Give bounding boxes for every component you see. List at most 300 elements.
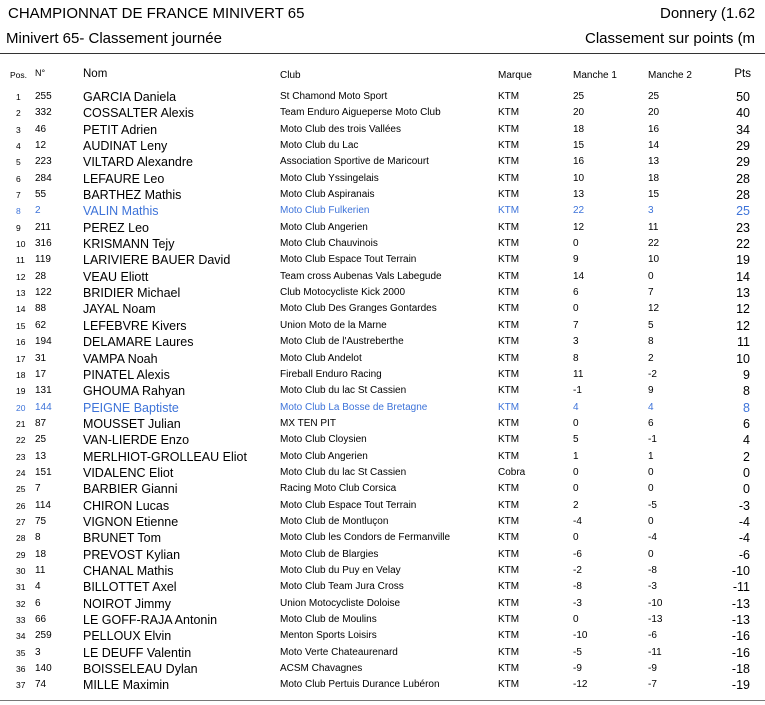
- cell-total-points: 8: [743, 400, 750, 415]
- cell-rider-name: LE GOFF-RAJA Antonin: [83, 613, 218, 627]
- table-row: [0, 301, 765, 317]
- cell-race2-points: 20: [648, 107, 660, 119]
- cell-race2-points: -2: [648, 368, 657, 380]
- cell-position: 36: [16, 664, 26, 675]
- cell-total-points: 13: [736, 286, 750, 301]
- cell-rider-name: VAMPA Noah: [83, 351, 158, 366]
- table-row: [0, 351, 765, 367]
- cell-rider-number: 12: [35, 140, 47, 152]
- cell-total-points: 9: [743, 367, 750, 382]
- cell-position: 10: [16, 239, 26, 250]
- cell-rider-name: PELLOUX Elvin: [83, 629, 172, 644]
- table-row: [0, 318, 765, 334]
- cell-total-points: 25: [736, 204, 750, 219]
- cell-position: 13: [16, 288, 26, 299]
- table-row: [0, 269, 765, 285]
- cell-total-points: -11: [732, 580, 750, 595]
- cell-make: KTM: [498, 614, 520, 625]
- cell-race1-points: 6: [573, 287, 579, 299]
- cell-rider-name: JAYAL Noam: [83, 302, 156, 317]
- cell-make: KTM: [498, 515, 520, 527]
- cell-total-points: -19: [731, 678, 750, 693]
- cell-rider-number: 88: [35, 303, 47, 315]
- cell-position: 23: [16, 451, 26, 462]
- cell-rider-name: CHIRON Lucas: [83, 498, 170, 513]
- column-header-race1: Manche 1: [573, 70, 617, 81]
- cell-club: Moto Club Aspiranais: [280, 189, 375, 201]
- cell-position: 29: [16, 549, 26, 560]
- cell-race1-points: 0: [573, 238, 579, 250]
- cell-race2-points: -7: [648, 679, 657, 691]
- cell-total-points: 0: [743, 465, 750, 480]
- cell-rider-number: 3: [35, 646, 41, 658]
- cell-club: Fireball Enduro Racing: [280, 368, 382, 380]
- cell-race1-points: 12: [573, 221, 585, 233]
- cell-position: 11: [16, 255, 25, 266]
- cell-club: MX TEN PIT: [280, 417, 336, 429]
- cell-rider-number: 151: [35, 466, 52, 478]
- table-row: [0, 596, 765, 612]
- cell-rider-number: 140: [35, 663, 52, 675]
- cell-race1-points: 20: [573, 107, 585, 119]
- table-row: [0, 465, 765, 481]
- cell-make: KTM: [498, 303, 520, 315]
- table-row: [0, 236, 765, 252]
- cell-club: Racing Moto Club Corsica: [280, 483, 397, 495]
- cell-total-points: -18: [731, 662, 750, 677]
- cell-race2-points: 2: [648, 352, 654, 364]
- cell-make: KTM: [498, 450, 520, 462]
- column-header-name: Nom: [83, 68, 108, 80]
- table-header: [0, 66, 765, 84]
- cell-position: 5: [16, 157, 21, 168]
- cell-race2-points: -9: [648, 663, 657, 675]
- cell-race2-points: 8: [648, 336, 654, 348]
- cell-total-points: 4: [743, 433, 750, 448]
- cell-total-points: -10: [731, 563, 750, 578]
- ranking-type-label: Classement sur points (m: [585, 30, 756, 47]
- cell-rider-name: PINATEL Alexis: [83, 367, 170, 382]
- cell-race1-points: 10: [573, 172, 585, 184]
- cell-race2-points: -3: [648, 581, 657, 593]
- cell-club: Moto Club Des Granges Gontardes: [280, 303, 437, 315]
- cell-total-points: -4: [738, 514, 750, 529]
- cell-race2-points: 5: [648, 319, 654, 331]
- cell-rider-number: 119: [35, 254, 51, 266]
- cell-club: Moto Club Fulkerien: [280, 205, 370, 217]
- cell-make: KTM: [498, 107, 520, 119]
- cell-position: 30: [16, 565, 26, 576]
- cell-rider-name: VIDALENC Eliot: [83, 465, 174, 480]
- column-header-number: N°: [35, 68, 46, 78]
- cell-race2-points: 14: [648, 140, 660, 152]
- cell-race1-points: 13: [573, 189, 585, 201]
- cell-total-points: 12: [736, 302, 750, 317]
- cell-rider-number: 284: [35, 172, 52, 184]
- cell-race1-points: 3: [573, 336, 579, 348]
- cell-position: 3: [16, 124, 21, 135]
- footer-divider: [0, 700, 765, 701]
- cell-make: KTM: [498, 91, 520, 102]
- cell-rider-name: AUDINAT Leny: [83, 139, 168, 154]
- cell-club: Moto Verte Chateaurenard: [280, 646, 398, 658]
- page-title: CHAMPIONNAT DE FRANCE MINIVERT 65: [8, 5, 305, 22]
- cell-club: Moto Club de Montluçon: [280, 515, 389, 527]
- cell-rider-name: BRUNET Tom: [83, 531, 162, 546]
- cell-make: KTM: [498, 287, 520, 299]
- table-row: [0, 203, 765, 219]
- cell-make: KTM: [498, 581, 520, 593]
- cell-position: 6: [16, 173, 21, 184]
- cell-club: Moto Club du lac St Cassien: [280, 466, 407, 478]
- cell-rider-number: 144: [35, 401, 52, 413]
- cell-make: KTM: [498, 417, 520, 429]
- cell-make: KTM: [498, 630, 520, 642]
- cell-race2-points: -8: [648, 564, 657, 576]
- cell-make: KTM: [498, 270, 520, 282]
- cell-race2-points: 0: [648, 466, 654, 478]
- table-row: [0, 252, 765, 268]
- cell-rider-name: BARBIER Gianni: [83, 482, 178, 497]
- cell-position: 16: [16, 337, 26, 348]
- cell-club: Moto Club du Lac: [280, 140, 359, 152]
- cell-rider-number: 55: [35, 189, 47, 201]
- cell-race1-points: -4: [573, 515, 582, 527]
- cell-total-points: 12: [736, 318, 750, 333]
- cell-race1-points: 15: [573, 140, 585, 152]
- cell-race1-points: 0: [573, 614, 579, 625]
- cell-rider-number: 131: [35, 385, 52, 397]
- cell-race2-points: 3: [648, 205, 654, 217]
- cell-race1-points: 2: [573, 499, 579, 511]
- cell-position: 19: [16, 386, 26, 397]
- cell-race2-points: 0: [648, 515, 654, 527]
- table-row: [0, 89, 765, 105]
- cell-rider-number: 66: [35, 614, 47, 625]
- cell-club: Moto Club de Blargies: [280, 548, 379, 560]
- cell-race2-points: 16: [648, 123, 660, 135]
- cell-make: KTM: [498, 679, 520, 691]
- cell-race2-points: 12: [648, 303, 660, 315]
- cell-race2-points: -1: [648, 434, 657, 446]
- cell-race2-points: 0: [648, 483, 654, 495]
- cell-rider-name: PETIT Adrien: [83, 122, 158, 137]
- cell-make: KTM: [498, 499, 520, 511]
- cell-position: 4: [16, 141, 21, 152]
- cell-make: KTM: [498, 483, 520, 495]
- cell-race1-points: 0: [573, 417, 579, 429]
- cell-position: 25: [16, 484, 26, 495]
- cell-rider-number: 259: [35, 630, 52, 642]
- cell-make: KTM: [498, 172, 520, 184]
- table-row: [0, 367, 765, 383]
- cell-make: KTM: [498, 352, 520, 364]
- cell-race1-points: 8: [573, 352, 579, 364]
- cell-club: Moto Club Chauvinois: [280, 238, 378, 250]
- cell-total-points: -6: [738, 547, 750, 562]
- cell-race2-points: 0: [648, 548, 654, 560]
- cell-rider-name: GARCIA Daniela: [83, 90, 177, 104]
- cell-race1-points: 16: [573, 156, 585, 168]
- cell-make: KTM: [498, 401, 520, 413]
- cell-race2-points: 10: [648, 254, 660, 266]
- cell-race2-points: 11: [648, 221, 659, 233]
- table-row: [0, 154, 765, 170]
- cell-position: 33: [16, 615, 26, 625]
- table-row: [0, 171, 765, 187]
- cell-make: KTM: [498, 548, 520, 560]
- cell-total-points: -16: [731, 629, 750, 644]
- cell-race1-points: 25: [573, 91, 585, 102]
- cell-club: Moto Club La Bosse de Bretagne: [280, 401, 428, 413]
- cell-rider-name: BRIDIER Michael: [83, 286, 181, 301]
- table-row: [0, 547, 765, 563]
- cell-rider-number: 4: [35, 581, 41, 593]
- cell-rider-number: 31: [35, 352, 47, 364]
- cell-race1-points: 11: [573, 368, 584, 380]
- cell-race1-points: 18: [573, 123, 585, 135]
- cell-position: 12: [16, 271, 26, 282]
- cell-race1-points: -2: [573, 564, 582, 576]
- cell-rider-number: 13: [35, 450, 47, 462]
- cell-position: 20: [16, 402, 26, 413]
- cell-rider-name: PEIGNE Baptiste: [83, 400, 179, 415]
- cell-rider-number: 17: [35, 368, 47, 380]
- cell-rider-number: 332: [35, 107, 52, 119]
- table-row: [0, 498, 765, 514]
- cell-club: St Chamond Moto Sport: [280, 91, 388, 102]
- cell-position: 28: [16, 533, 26, 544]
- table-row: [0, 432, 765, 448]
- cell-make: KTM: [498, 319, 520, 331]
- cell-race1-points: 7: [573, 319, 579, 331]
- cell-total-points: 28: [736, 188, 750, 203]
- cell-make: KTM: [498, 434, 520, 446]
- cell-race2-points: 1: [648, 450, 654, 462]
- table-row: [0, 530, 765, 546]
- cell-make: KTM: [498, 205, 520, 217]
- cell-total-points: 6: [743, 416, 750, 431]
- cell-club: Moto Club Team Jura Cross: [280, 581, 404, 593]
- cell-race1-points: -5: [573, 646, 582, 658]
- cell-rider-name: LEFAURE Leo: [83, 171, 165, 186]
- cell-make: KTM: [498, 663, 520, 675]
- column-header-club: Club: [280, 70, 301, 81]
- cell-total-points: 34: [736, 122, 750, 137]
- cell-race2-points: -10: [648, 597, 663, 609]
- cell-rider-number: 223: [35, 156, 52, 168]
- cell-total-points: 28: [736, 171, 750, 186]
- cell-rider-name: VIGNON Etienne: [83, 514, 179, 529]
- cell-rider-name: LE DEUFF Valentin: [83, 645, 192, 660]
- cell-position: 27: [16, 516, 26, 527]
- cell-rider-name: BILLOTTET Axel: [83, 580, 177, 595]
- cell-rider-number: 11: [35, 564, 46, 576]
- cell-club: Moto Club Espace Tout Terrain: [280, 254, 417, 266]
- cell-rider-number: 194: [35, 336, 52, 348]
- column-header-points: Pts: [734, 68, 751, 80]
- column-header-make: Marque: [498, 70, 532, 81]
- cell-rider-name: CHANAL Mathis: [83, 563, 174, 578]
- cell-club: Moto Club du Puy en Velay: [280, 564, 401, 576]
- cell-make: KTM: [498, 564, 520, 576]
- cell-rider-name: LARIVIERE BAUER David: [83, 253, 231, 268]
- cell-make: KTM: [498, 646, 520, 658]
- event-location: Donnery (1.62: [660, 5, 756, 22]
- cell-make: KTM: [498, 368, 520, 380]
- cell-club: Union Motocycliste Doloise: [280, 597, 401, 609]
- cell-club: Association Sportive de Maricourt: [280, 156, 429, 168]
- cell-position: 31: [16, 582, 26, 593]
- cell-club: Moto Club Yssingelais: [280, 172, 379, 184]
- table-row: [0, 334, 765, 350]
- cell-position: 15: [16, 320, 26, 331]
- header-divider: [0, 53, 765, 54]
- cell-total-points: 0: [743, 482, 750, 497]
- cell-position: 22: [16, 435, 26, 446]
- cell-race2-points: 13: [648, 156, 660, 168]
- cell-make: KTM: [498, 597, 520, 609]
- cell-total-points: -13: [731, 596, 750, 611]
- cell-rider-name: GHOUMA Rahyan: [83, 384, 186, 399]
- cell-rider-number: 316: [35, 238, 52, 250]
- cell-position: 21: [16, 418, 26, 429]
- cell-position: 7: [16, 190, 21, 201]
- cell-race1-points: -8: [573, 581, 582, 593]
- cell-race2-points: 18: [648, 172, 660, 184]
- cell-total-points: 11: [737, 335, 750, 350]
- cell-race1-points: -1: [573, 385, 582, 397]
- cell-make: KTM: [498, 221, 520, 233]
- cell-rider-number: 74: [35, 679, 47, 691]
- cell-race2-points: -4: [648, 532, 657, 544]
- table-row: [0, 481, 765, 497]
- cell-rider-number: 18: [35, 548, 47, 560]
- cell-club: Moto Club de l'Austreberthe: [280, 336, 404, 348]
- cell-race1-points: 0: [573, 483, 579, 495]
- cell-total-points: -13: [731, 613, 750, 627]
- cell-rider-number: 114: [35, 499, 51, 511]
- cell-race2-points: 6: [648, 417, 654, 429]
- cell-race1-points: -10: [573, 630, 588, 642]
- cell-rider-number: 25: [35, 434, 47, 446]
- cell-race2-points: -5: [648, 499, 657, 511]
- cell-total-points: 29: [736, 155, 750, 170]
- cell-total-points: 23: [736, 220, 750, 235]
- cell-rider-number: 87: [35, 417, 47, 429]
- cell-position: 37: [16, 680, 26, 691]
- cell-race2-points: -13: [648, 614, 663, 625]
- cell-rider-name: MILLE Maximin: [83, 678, 170, 693]
- cell-rider-number: 122: [35, 287, 52, 299]
- cell-rider-name: VILTARD Alexandre: [83, 155, 194, 170]
- cell-race2-points: 9: [648, 385, 654, 397]
- cell-race1-points: -3: [573, 597, 582, 609]
- cell-total-points: 40: [736, 106, 750, 121]
- cell-club: Moto Club de Moulins: [280, 614, 377, 625]
- cell-position: 32: [16, 598, 26, 609]
- cell-position: 14: [16, 304, 26, 315]
- cell-race1-points: -12: [573, 679, 588, 691]
- cell-position: 18: [16, 369, 26, 380]
- cell-rider-name: MOUSSET Julian: [83, 416, 181, 431]
- cell-make: KTM: [498, 156, 520, 168]
- cell-club: Moto Club Angerien: [280, 221, 368, 233]
- cell-total-points: -4: [738, 531, 750, 546]
- cell-club: Moto Club les Condors de Fermanville: [280, 532, 451, 544]
- cell-total-points: 14: [736, 269, 750, 284]
- cell-make: KTM: [498, 140, 520, 152]
- cell-club: Moto Club Andelot: [280, 352, 362, 364]
- cell-total-points: 19: [736, 253, 750, 268]
- cell-race2-points: 7: [648, 287, 654, 299]
- cell-race1-points: 0: [573, 303, 579, 315]
- cell-rider-name: VALIN Mathis: [83, 204, 159, 219]
- cell-make: Cobra: [498, 466, 526, 478]
- cell-position: 17: [16, 353, 26, 364]
- cell-race1-points: 9: [573, 254, 579, 266]
- table-row: [0, 628, 765, 644]
- cell-club: Moto Club Espace Tout Terrain: [280, 499, 417, 511]
- cell-club: Moto Club Pertuis Durance Lubéron: [280, 679, 440, 691]
- table-row: [0, 138, 765, 154]
- cell-club: Team Enduro Aigueperse Moto Club: [280, 107, 441, 119]
- cell-total-points: 50: [736, 90, 750, 104]
- cell-make: KTM: [498, 254, 520, 266]
- cell-race1-points: 5: [573, 434, 579, 446]
- cell-club: Union Moto de la Marne: [280, 319, 387, 331]
- cell-race1-points: 4: [573, 401, 579, 413]
- table-row: [0, 579, 765, 595]
- cell-position: 24: [16, 467, 26, 478]
- cell-club: Moto Club Cloysien: [280, 434, 367, 446]
- cell-make: KTM: [498, 189, 520, 201]
- cell-race2-points: 0: [648, 270, 654, 282]
- cell-race1-points: -9: [573, 663, 582, 675]
- cell-rider-name: LEFEBVRE Kivers: [83, 318, 187, 333]
- cell-club: Team cross Aubenas Vals Labegude: [280, 270, 442, 282]
- cell-race2-points: 4: [648, 401, 654, 413]
- cell-club: Moto Club Angerien: [280, 450, 368, 462]
- cell-rider-name: PEREZ Leo: [83, 220, 150, 235]
- cell-race1-points: -6: [573, 548, 582, 560]
- results-table: [0, 89, 765, 694]
- cell-club: ACSM Chavagnes: [280, 663, 363, 675]
- cell-total-points: -3: [738, 498, 750, 513]
- cell-total-points: 8: [743, 384, 750, 399]
- cell-total-points: 22: [736, 237, 750, 252]
- table-row: [0, 416, 765, 432]
- cell-position: 34: [16, 631, 26, 642]
- table-row: [0, 612, 765, 628]
- cell-rider-number: 211: [35, 221, 51, 233]
- cell-total-points: -16: [731, 645, 750, 660]
- cell-race2-points: 22: [648, 238, 660, 250]
- cell-race1-points: 22: [573, 205, 585, 217]
- cell-total-points: 29: [736, 139, 750, 154]
- cell-rider-number: 6: [35, 597, 41, 609]
- table-row: [0, 122, 765, 138]
- cell-position: 26: [16, 500, 26, 511]
- cell-rider-number: 46: [35, 123, 47, 135]
- table-row: [0, 285, 765, 301]
- cell-make: KTM: [498, 336, 520, 348]
- cell-race1-points: 0: [573, 532, 579, 544]
- table-row: [0, 187, 765, 203]
- cell-race1-points: 14: [573, 270, 585, 282]
- cell-rider-name: KRISMANN Tejy: [83, 237, 175, 252]
- cell-rider-number: 75: [35, 515, 47, 527]
